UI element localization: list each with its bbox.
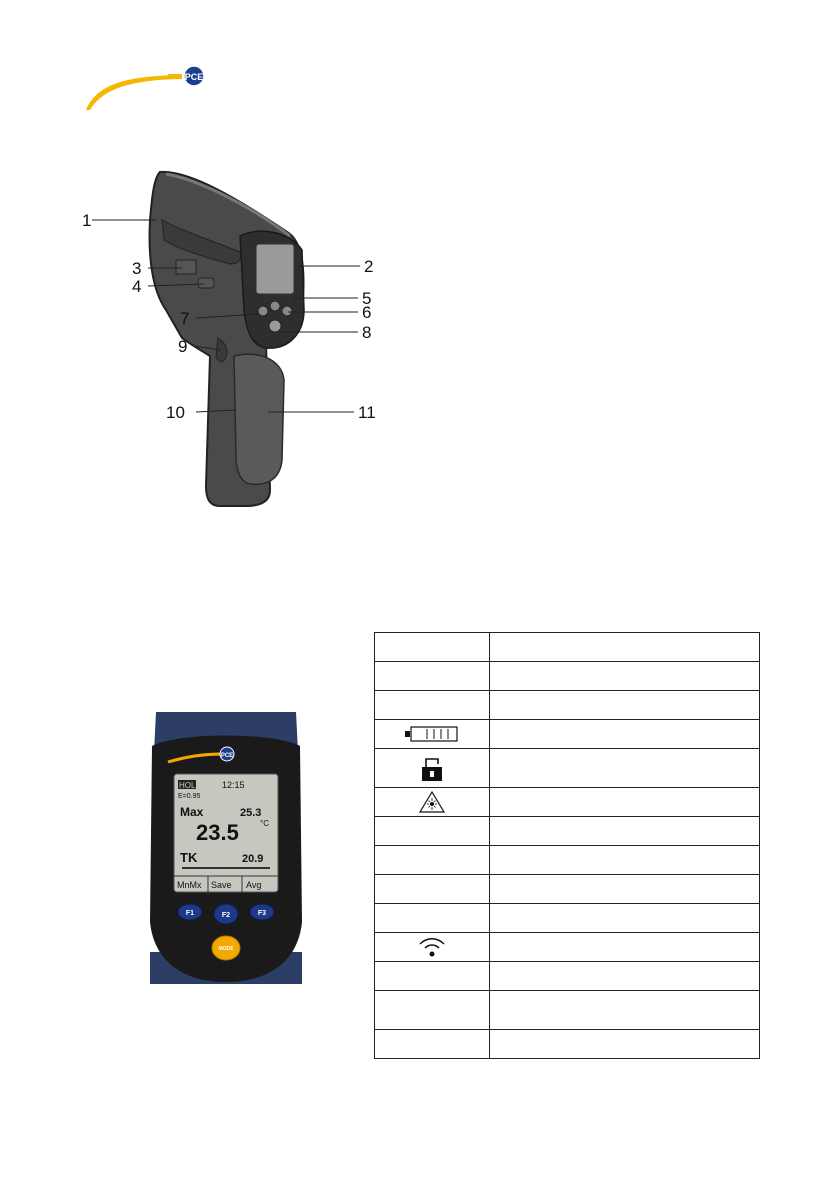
description-cell — [490, 904, 760, 933]
description-cell — [490, 817, 760, 846]
callout-3: 3 — [132, 259, 142, 278]
lcd-main-value: 23.5 — [196, 820, 239, 845]
description-cell — [490, 962, 760, 991]
table-row — [375, 788, 760, 817]
callout-9: 9 — [178, 337, 188, 356]
description-cell — [490, 1030, 760, 1059]
symbol-cell — [375, 720, 490, 749]
display-photo — [148, 712, 304, 984]
callout-7: 7 — [180, 309, 190, 328]
lcd-max-label: Max — [180, 805, 204, 819]
symbol-cell — [375, 749, 490, 788]
description-cell — [490, 991, 760, 1030]
symbol-table — [374, 632, 760, 1059]
callout-5: 5 — [362, 289, 372, 308]
symbol-cell — [375, 904, 490, 933]
f2-button: F2 — [221, 912, 231, 919]
description-cell — [490, 788, 760, 817]
battery-icon — [403, 725, 461, 743]
table-row — [375, 875, 760, 904]
lcd-emissivity: E=0.95 — [178, 793, 201, 800]
table-row — [375, 662, 760, 691]
logo-text: PCE — [184, 72, 204, 82]
lcd-max-value: 25.3 — [240, 807, 262, 819]
table-row — [375, 817, 760, 846]
f3-button: F3 — [257, 910, 267, 917]
description-cell — [490, 749, 760, 788]
lcd-unit: °C — [260, 819, 269, 828]
lcd-hold: HOLD — [179, 781, 202, 790]
symbol-cell — [375, 875, 490, 904]
symbol-cell — [375, 1030, 490, 1059]
table-row — [375, 720, 760, 749]
callout-4: 4 — [132, 277, 142, 296]
description-cell — [490, 662, 760, 691]
symbol-cell — [375, 933, 490, 962]
symbol-cell — [375, 817, 490, 846]
lcd-time: 12:15 — [222, 780, 245, 790]
pce-logo — [82, 66, 222, 114]
table-row — [375, 633, 760, 662]
lcd-tk-label: TK — [180, 850, 198, 865]
description-cell — [490, 633, 760, 662]
mode-button: MODE — [218, 946, 234, 952]
table-row — [375, 904, 760, 933]
table-row — [375, 933, 760, 962]
callout-8: 8 — [362, 323, 372, 342]
symbol-cell — [375, 962, 490, 991]
symbol-cell — [375, 991, 490, 1030]
lcd-tk-value: 20.9 — [242, 853, 264, 865]
lock-icon — [417, 753, 447, 783]
table-row — [375, 1030, 760, 1059]
laser-icon — [418, 790, 446, 814]
callout-1: 1 — [82, 211, 92, 230]
table-row — [375, 749, 760, 788]
callout-6: 6 — [362, 303, 372, 322]
symbol-cell — [375, 788, 490, 817]
symbol-cell — [375, 691, 490, 720]
f1-button: F1 — [185, 910, 195, 917]
table-row — [375, 691, 760, 720]
symbol-cell — [375, 662, 490, 691]
softkey-1: MnMx — [177, 880, 202, 890]
callout-11: 11 — [358, 403, 376, 422]
callout-10: 10 — [166, 403, 185, 422]
table-row — [375, 991, 760, 1030]
description-cell — [490, 720, 760, 749]
callout-2: 2 — [364, 257, 374, 276]
description-cell — [490, 933, 760, 962]
wireless-icon — [417, 935, 447, 959]
softkey-3: Avg — [246, 880, 262, 890]
softkey-2: Save — [211, 880, 232, 890]
display-logo-text: PCE — [220, 753, 234, 759]
description-cell — [490, 875, 760, 904]
description-cell — [490, 691, 760, 720]
description-cell — [490, 846, 760, 875]
table-row — [375, 962, 760, 991]
table-row — [375, 846, 760, 875]
symbol-cell — [375, 633, 490, 662]
symbol-cell — [375, 846, 490, 875]
device-diagram — [70, 160, 390, 510]
